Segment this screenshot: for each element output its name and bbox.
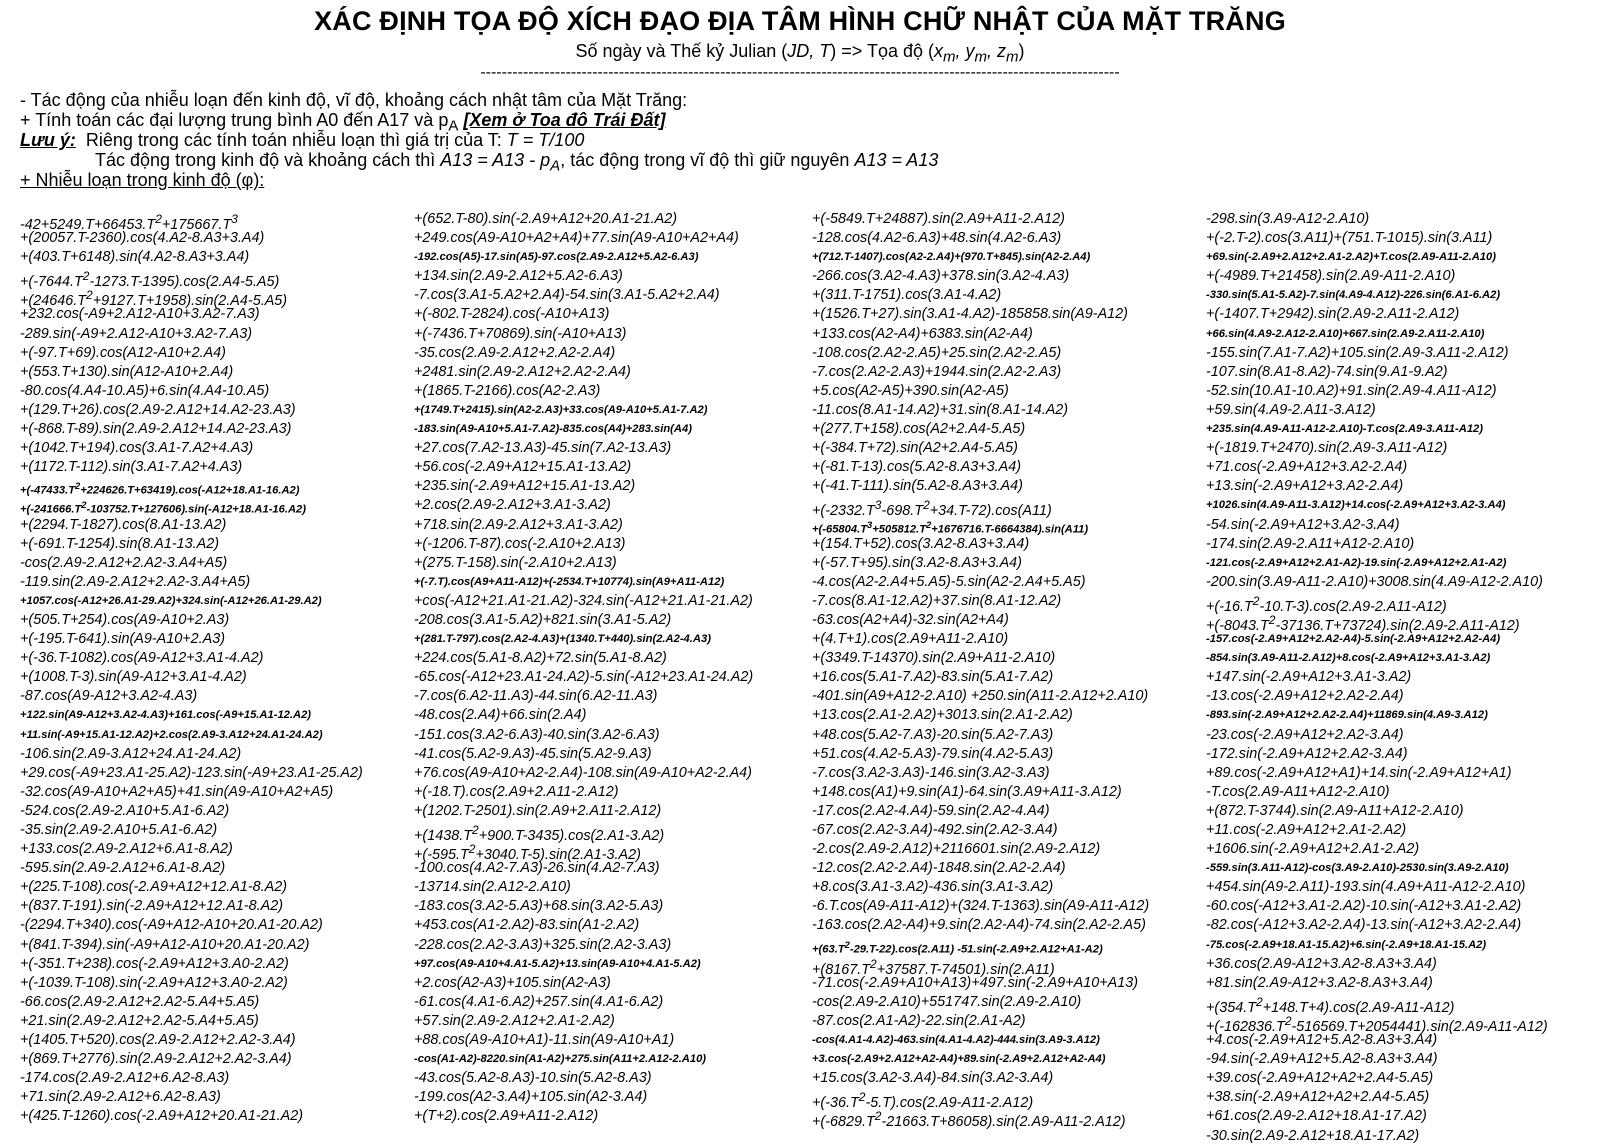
formula-term: -(2294.T+340).cos(-A9+A12-A10+20.A1-20.A2): [20, 917, 323, 934]
formula-term: +1606.sin(-2.A9+A12+2.A1-2.A2): [1206, 841, 1420, 858]
formula-term: +29.cos(-A9+23.A1-25.A2)-123.sin(-A9+23.A1-25.A2): [20, 764, 363, 781]
formula-term: $+(354.T^2+148.T+4).\cos(2.A9-A11-A12)$: [1206, 994, 1455, 1016]
formula-term: +61.cos(2.A9-2.A12+18.A1-17.A2): [1206, 1108, 1427, 1125]
formula-term: +38.sin(-2.A9+A12+A2+2.A4-5.A5): [1206, 1089, 1430, 1106]
formula-term: $+(-16.T^2-10.T-3).\cos(2.A9-2.A11-A12)$: [1206, 593, 1447, 615]
formula-term: +(1749.T+2415).sin(A2-2.A3)+33.cos(A9-A10+5.A1-7.A2): [414, 403, 708, 416]
formula-term: -155.sin(7.A1-7.A2)+105.sin(2.A9-3.A11-2.A12): [1206, 344, 1509, 361]
formula-term: $-42+5249.T+66453.T^2+175667.T^3$: [20, 212, 238, 233]
formula-term: +39.cos(-2.A9+A12+A2+2.A4-5.A5): [1206, 1070, 1434, 1087]
formula-term: +(3349.T-14370).sin(2.A9+A11-2.A10): [812, 650, 1056, 667]
formula-term: -893.sin(-2.A9+A12+2.A2-2.A4)+11869.sin(4.A9-3.A12): [1206, 709, 1488, 722]
formula-term: -108.cos(2.A2-2.A5)+25.sin(2.A2-2.A5): [812, 344, 1062, 361]
formula-term: -4.cos(A2-2.A4+5.A5)-5.sin(A2-2.A4+5.A5): [812, 573, 1086, 590]
formula-term: +(-2.T-2).cos(3.A11)+(751.T-1015).sin(3.A11): [1206, 230, 1493, 247]
formula-term: +(-1407.T+2942).sin(2.A9-2.A11-2.A12): [1206, 306, 1460, 323]
formula-term: +3.cos(-2.A9+2.A12+A2-A4)+89.sin(-2.A9+2.A12+A2-A4): [812, 1053, 1106, 1066]
formula-term: +57.sin(2.A9-2.A12+2.A1-2.A2): [414, 1012, 615, 1029]
formula-term: +235.sin(-2.A9+A12+15.A1-13.A2): [414, 478, 636, 495]
formula-term: -172.sin(-2.A9+A12+2.A2-3.A4): [1206, 745, 1408, 762]
formula-term: -192.cos(A5)-17.sin(A5)-97.cos(2.A9-2.A12+5.A2-6.A3): [414, 251, 699, 264]
formula-term: -7.cos(8.A1-12.A2)+37.sin(8.A1-12.A2): [812, 592, 1062, 609]
formula-term: +(652.T-80).sin(-2.A9+A12+20.A1-21.A2): [414, 211, 678, 227]
formula-term: +15.cos(3.A2-3.A4)-84.sin(3.A2-3.A4): [812, 1070, 1054, 1087]
formula-term: -151.cos(3.A2-6.A3)-40.sin(3.A2-6.A3): [414, 726, 660, 743]
formula-term: +(712.T-1407).cos(A2-2.A4)+(970.T+845).sin(A2-2.A4): [812, 251, 1091, 264]
formula-term: +81.sin(2.A9-A12+3.A2-8.A3+3.A4): [1206, 974, 1433, 991]
formula-term: -82.cos(-A12+3.A2-2.A4)-13.sin(-A12+3.A2-2.A4): [1206, 917, 1522, 934]
formula-term: +76.cos(A9-A10+A2-2.A4)-108.sin(A9-A10+A2-2.A4): [414, 764, 752, 781]
formula-term: -87.cos(2.A1-A2)-22.sin(2.A1-A2): [812, 1012, 1026, 1029]
formula-term: -7.cos(6.A2-11.A3)-44.sin(6.A2-11.A3): [414, 688, 658, 705]
formula-term: +(872.T-3744).sin(2.A9-A11+A12-2.A10): [1206, 802, 1464, 819]
formula-term: +(1172.T-112).sin(3.A1-7.A2+4.A3): [20, 459, 243, 476]
formula-term: +(1526.T+27).sin(3.A1-4.A2)-185858.sin(A9-A12): [812, 306, 1128, 323]
formula-term: $+(-8043.T^2-37136.T+73724).\sin(2.A9-2.A11-A12)$: [1206, 612, 1520, 634]
formula-term: -60.cos(-A12+3.A1-2.A2)-10.sin(-A12+3.A1-2.A2): [1206, 898, 1522, 915]
formula-term: +232.cos(-A9+2.A12-A10+3.A2-7.A3): [20, 306, 260, 323]
formula-term: +51.cos(4.A2-5.A3)-79.sin(4.A2-5.A3): [812, 745, 1054, 762]
formula-term: $+(8167.T^2+37587.T-74501).\sin(2.A11)$: [812, 956, 1055, 978]
formula-columns: [0, 210, 1600, 1144]
formula-term: +(275.T-158).sin(-2.A10+2.A13): [414, 554, 617, 571]
formula-column-4: [1206, 210, 1600, 1146]
formula-term: +21.sin(2.A9-2.A12+2.A2-5.A4+5.A5): [20, 1012, 259, 1029]
formula-term: +(-802.T-2824).cos(-A10+A13): [414, 306, 610, 323]
formula-term: $+(-6829.T^2-21663.T+86058).\sin(2.A9-A11-2.A12)$: [812, 1109, 1126, 1131]
formula-term: +(-384.T+72).sin(A2+2.A4-5.A5): [812, 440, 1018, 457]
formula-term: -48.cos(2.A4)+66.sin(2.A4): [414, 707, 587, 724]
formula-term: +(-691.T-1254).sin(8.A1-13.A2): [20, 535, 220, 552]
formula-term: -17.cos(2.A2-4.A4)-59.sin(2.A2-4.A4): [812, 802, 1050, 819]
intro-line-note-detail: Tác động trong kinh độ và khoảng cách thì $A13 = A13 - p_A$, tác động trong vĩ độ thì giữ nguyên A13 = A13: [20, 150, 939, 175]
formula-term: -13714.sin(2.A12-2.A10): [414, 879, 571, 896]
formula-term: -266.cos(3.A2-4.A3)+378.sin(3.A2-4.A3): [812, 268, 1070, 285]
formula-term: -T.cos(2.A9-A11+A12-2.A10): [1206, 783, 1390, 800]
formula-term: +88.cos(A9-A10+A1)-11.sin(A9-A10+A1): [414, 1032, 675, 1049]
formula-term: -67.cos(2.A2-3.A4)-492.sin(2.A2-3.A4): [812, 822, 1058, 838]
formula-term: +(-4989.T+21458).sin(2.A9-A11-2.A10): [1206, 268, 1456, 285]
intro-line-perturbation: - Tác động của nhiễu loạn đến kinh độ, vĩ độ, khoảng cách nhật tâm của Mặt Trăng:: [20, 90, 688, 110]
formula-term: -121.cos(-2.A9+A12+2.A1-A2)-19.sin(-2.A9+A12+2.A1-A2): [1206, 556, 1507, 569]
formula-term: +13.sin(-2.A9+A12+3.A2-2.A4): [1206, 478, 1404, 495]
formula-term: -54.sin(-2.A9+A12+3.A2-3.A4): [1206, 516, 1400, 533]
formula-term: +(553.T+130).sin(A12-A10+2.A4): [20, 363, 234, 380]
formula-term: -183.sin(A9-A10+5.A1-7.A2)-835.cos(A4)+283.sin(A4): [414, 423, 692, 436]
formula-term: -163.cos(2.A2-A4)+9.sin(2.A2-A4)-74.sin(2.A2-2.A5): [812, 917, 1146, 934]
formula-term: -23.cos(-2.A9+A12+2.A2-3.A4): [1206, 726, 1404, 743]
formula-term: +133.cos(A2-A4)+6383.sin(A2-A4): [812, 325, 1033, 342]
formula-term: -2.cos(2.A9-2.A12)+2116601.sin(2.A9-2.A12): [812, 841, 1101, 858]
formula-term: -289.sin(-A9+2.A12-A10+3.A2-7.A3): [20, 325, 252, 342]
formula-term: +(1008.T-3).sin(A9-A12+3.A1-4.A2): [20, 669, 247, 686]
formula-term: -75.cos(-2.A9+18.A1-15.A2)+6.sin(-2.A9+18.A1-15.A2): [1206, 938, 1487, 951]
formula-term: -595.sin(2.A9-2.A12+6.A1-8.A2): [20, 860, 226, 877]
formula-term: +(1865.T-2166).cos(A2-2.A3): [414, 382, 601, 399]
formula-term: +16.cos(5.A1-7.A2)-83.sin(5.A1-7.A2): [812, 669, 1054, 686]
formula-term: -228.cos(2.A2-3.A3)+325.sin(2.A2-3.A3): [414, 936, 672, 953]
formula-term: -208.cos(3.A1-5.A2)+821.sin(3.A1-5.A2): [414, 611, 672, 628]
formula-term: +(-1819.T+2470).sin(2.A9-3.A11-A12): [1206, 440, 1448, 457]
formula-term: -106.sin(2.A9-3.A12+24.A1-24.A2): [20, 745, 242, 762]
formula-term: -119.sin(2.A9-2.A12+2.A2-3.A4+A5): [20, 573, 251, 590]
formula-term: +(2294.T-1827).cos(8.A1-13.A2): [20, 516, 227, 533]
formula-term: +(-868.T-89).sin(2.A9-2.A12+14.A2-23.A3): [20, 421, 292, 438]
formula-term: -128.cos(4.A2-6.A3)+48.sin(4.A2-6.A3): [812, 230, 1062, 247]
formula-term: -200.sin(3.A9-A11-2.A10)+3008.sin(4.A9-A12-2.A10): [1206, 573, 1543, 590]
formula-term: +1057.cos(-A12+26.A1-29.A2)+324.sin(-A12+26.A1-29.A2): [20, 594, 322, 607]
formula-term: -7.cos(3.A2-3.A3)-146.sin(3.A2-3.A3): [812, 764, 1050, 781]
formula-term: +(277.T+158).cos(A2+2.A4-5.A5): [812, 421, 1026, 438]
formula-term: +27.cos(7.A2-13.A3)-45.sin(7.A2-13.A3): [414, 440, 672, 457]
formula-term: -61.cos(4.A1-6.A2)+257.sin(4.A1-6.A2): [414, 993, 664, 1010]
formula-term: +(1042.T+194).cos(3.A1-7.A2+4.A3): [20, 440, 254, 457]
formula-term: +8.cos(3.A1-3.A2)-436.sin(3.A1-3.A2): [812, 879, 1054, 896]
formula-term: $+(-241666.T^2-103752.T+127606).\sin(-A12+18.A1-16.A2)$: [20, 500, 306, 517]
formula-term: -100.cos(4.A2-7.A3)-26.sin(4.A2-7.A3): [414, 860, 660, 877]
formula-term: +(-97.T+69).cos(A12-A10+2.A4): [20, 344, 226, 361]
formula-term: +(-1039.T-108).sin(-2.A9+A12+3.A0-2.A2): [20, 974, 288, 991]
formula-term: +36.cos(2.A9-A12+3.A2-8.A3+3.A4): [1206, 955, 1437, 972]
formula-term: +97.cos(A9-A10+4.A1-5.A2)+13.sin(A9-A10+4.A1-5.A2): [414, 957, 701, 970]
formula-term: -183.cos(3.A2-5.A3)+68.sin(3.A2-5.A3): [414, 898, 664, 915]
formula-term: +235.sin(4.A9-A11-A12-2.A10)-T.cos(2.A9-3.A11-A12): [1206, 423, 1483, 436]
formula-term: -cos(2.A9-2.A12+2.A2-3.A4+A5): [20, 554, 228, 571]
formula-term: -330.sin(5.A1-5.A2)-7.sin(4.A9-4.A12)-226.sin(6.A1-6.A2): [1206, 289, 1501, 302]
formula-term: -157.cos(-2.A9+A12+2.A2-A4)-5.sin(-2.A9+A12+2.A2-A4): [1206, 633, 1501, 646]
formula-term: $+(63.T^2-29.T-22).\cos(2.A11)$ -51.sin(-2.A9+2.A12+A1-A2): [812, 939, 1103, 956]
formula-term: $+(-36.T^2-5.T).\cos(2.A9-A11-2.A12)$: [812, 1090, 1034, 1112]
formula-term: -401.sin(A9+A12-2.A10) +250.sin(A11-2.A12+2.A10): [812, 688, 1149, 705]
formula-term: +(20057.T-2360).cos(4.A2-8.A3+3.A4): [20, 230, 265, 247]
formula-term: $+(-2332.T^3-698.T^2+34.T-72).\cos(A11)$: [812, 498, 1052, 520]
formula-term: +56.cos(-2.A9+A12+15.A1-13.A2): [414, 459, 632, 476]
formula-term: $+(-595.T^2+3040.T-5).\sin(2.A1-3.A2)$: [414, 842, 641, 863]
formula-term: $+(1438.T^2+900.T-3435).\cos(2.A1-3.A2)$: [414, 823, 665, 844]
formula-term: +122.sin(A9-A12+3.A2-4.A3)+161.cos(-A9+15.A1-12.A2): [20, 709, 312, 722]
formula-term: +133.cos(2.A9-2.A12+6.A1-8.A2): [20, 841, 233, 858]
formula-term: -6.T.cos(A9-A11-A12)+(324.T-1363).sin(A9-A11-A12): [812, 898, 1150, 915]
formula-term: $+(-65804.T^3+505812.T^2+1676716.T-6664384).\sin(A11)$: [812, 519, 1089, 536]
formula-term: -52.sin(10.A1-10.A2)+91.sin(2.A9-4.A11-A12): [1206, 382, 1497, 399]
formula-term: +454.sin(A9-2.A11)-193.sin(4.A9+A11-A12-2.A10): [1206, 879, 1526, 896]
formula-term: -43.cos(5.A2-8.A3)-10.sin(5.A2-8.A3): [414, 1070, 652, 1087]
formula-term: +(-57.T+95).sin(3.A2-8.A3+3.A4): [812, 554, 1022, 571]
formula-column-3: [812, 210, 1202, 1131]
formula-term: +(841.T-394).sin(-A9+A12-A10+20.A1-20.A2): [20, 936, 310, 953]
formula-term: +(281.T-797).cos(2.A2-4.A3)+(1340.T+440).sin(2.A2-4.A3): [414, 633, 711, 646]
formula-column-1: [20, 210, 405, 1127]
formula-term: +5.cos(A2-A5)+390.sin(A2-A5): [812, 382, 1009, 399]
formula-term: +(-351.T+238).cos(-2.A9+A12+3.A0-2.A2): [20, 955, 289, 972]
formula-term: +148.cos(A1)+9.sin(A1)-64.sin(3.A9+A11-3.A12): [812, 783, 1122, 800]
formula-term: -35.sin(2.A9-2.A10+5.A1-6.A2): [20, 822, 218, 838]
formula-term: +(-7.T).cos(A9+A11-A12)+(-2534.T+10774).sin(A9+A11-A12): [414, 575, 725, 588]
formula-term: +cos(-A12+21.A1-21.A2)-324.sin(-A12+21.A1-21.A2): [414, 592, 753, 609]
formula-column-2: [414, 210, 814, 1127]
formula-term: -35.cos(2.A9-2.A12+2.A2-2.A4): [414, 344, 616, 361]
formula-term: +66.sin(4.A9-2.A12-2.A10)+667.sin(2.A9-2.A11-2.A10): [1206, 327, 1485, 340]
intro-line-note: Lưu ý: Riêng trong các tính toán nhiễu loạn thì giá trị của T: T = T/100: [20, 130, 585, 150]
formula-term: +(869.T+2776).sin(2.A9-2.A12+2.A2-3.A4): [20, 1051, 292, 1068]
formula-term: $+(-47433.T^2+224626.T+63419).\cos(-A12+18.A1-16.A2)$: [20, 481, 300, 498]
page-subtitle: Số ngày và Thế kỷ Julian (JD, T) => Tọa độ ($x_m$, $y_m$, $z_m$): [575, 41, 1025, 66]
formula-term: +(1405.T+520).cos(2.A9-2.A12+2.A2-3.A4): [20, 1032, 296, 1049]
intro-line-mean-quantities: + Tính toán các đại lượng trung bình A0 đến A17 và $p_A$ [Xem ở Toa đô Trái Đất]: [20, 110, 666, 135]
formula-term: +4.cos(-2.A9+A12+5.A2-8.A3+3.A4): [1206, 1032, 1438, 1049]
intro-section: [20, 90, 1580, 190]
formula-term: -13.cos(-2.A9+A12+2.A2-2.A4): [1206, 688, 1404, 705]
formula-term: +11.sin(-A9+15.A1-12.A2)+2.cos(2.A9-3.A12+24.A1-24.A2): [20, 728, 323, 741]
formula-term: +1026.sin(4.A9-A11-3.A12)+14.cos(-2.A9+A12+3.A2-3.A4): [1206, 499, 1506, 512]
formula-term: -71.cos(-2.A9+A10+A13)+497.sin(-2.A9+A10+A13): [812, 974, 1138, 991]
formula-term: +(154.T+52).cos(3.A2-8.A3+3.A4): [812, 535, 1030, 552]
formula-term: +(225.T-108).cos(-2.A9+A12+12.A1-8.A2): [20, 879, 288, 896]
formula-term: +134.sin(2.A9-2.A12+5.A2-6.A3): [414, 268, 623, 285]
formula-term: +(837.T-191).sin(-2.A9+A12+12.A1-8.A2): [20, 898, 284, 915]
formula-term: +69.sin(-2.A9+2.A12+2.A1-2.A2)+T.cos(2.A9-A11-2.A10): [1206, 251, 1496, 264]
formula-term: +48.cos(5.A2-7.A3)-20.sin(5.A2-7.A3): [812, 726, 1054, 743]
formula-term: +(1202.T-2501).sin(2.A9+2.A11-2.A12): [414, 802, 662, 819]
formula-term: -63.cos(A2+A4)-32.sin(A2+A4): [812, 611, 1009, 628]
formula-term: -41.cos(5.A2-9.A3)-45.sin(5.A2-9.A3): [414, 745, 652, 762]
formula-term: +2.cos(A2-A3)+105.sin(A2-A3): [414, 974, 611, 991]
formula-term: -174.cos(2.A9-2.A12+6.A2-8.A3): [20, 1070, 230, 1087]
formula-term: -524.cos(2.A9-2.A10+5.A1-6.A2): [20, 802, 230, 819]
formula-term: +(4.T+1).cos(2.A9+A11-2.A10): [812, 631, 1009, 648]
formula-term: +(T+2).cos(2.A9+A11-2.A12): [414, 1108, 599, 1125]
formula-term: +13.cos(2.A1-2.A2)+3013.sin(2.A1-2.A2): [812, 707, 1073, 724]
formula-term: -559.sin(3.A11-A12)-cos(3.A9-2.A10)-2530.sin(3.A9-2.A10): [1206, 862, 1509, 875]
formula-term: -cos(2.A9-2.A10)+551747.sin(2.A9-2.A10): [812, 993, 1082, 1010]
divider: ------------------------------------------------------------------------------------------------------------------------: [480, 64, 1120, 81]
formula-term: +249.cos(A9-A10+A2+A4)+77.sin(A9-A10+A2+A4): [414, 230, 739, 247]
formula-term: -87.cos(A9-A12+3.A2-4.A3): [20, 688, 198, 705]
formula-term: -854.sin(3.A9-A11-2.A12)+8.cos(-2.A9+A12+3.A1-3.A2): [1206, 652, 1491, 665]
formula-term: +(-36.T-1082).cos(A9-A12+3.A1-4.A2): [20, 650, 264, 667]
formula-term: +71.cos(-2.A9+A12+3.A2-2.A4): [1206, 459, 1408, 476]
formula-term: +147.sin(-2.A9+A12+3.A1-3.A2): [1206, 669, 1412, 686]
formula-term: +(403.T+6148).sin(4.A2-8.A3+3.A4): [20, 249, 250, 266]
formula-term: -199.cos(A2-3.A4)+105.sin(A2-3.A4): [414, 1089, 648, 1106]
formula-term: $+(-162836.T^2-516569.T+2054441).\sin(2.A9-A11-A12)$: [1206, 1013, 1548, 1035]
formula-term: -174.sin(2.A9-2.A11+A12-2.A10): [1206, 535, 1415, 552]
formula-term: +(311.T-1751).cos(3.A1-4.A2): [812, 287, 1002, 304]
formula-term: +89.cos(-2.A9+A12+A1)+14.sin(-2.A9+A12+A1): [1206, 764, 1512, 781]
formula-term: -7.cos(2.A2-2.A3)+1944.sin(2.A2-2.A3): [812, 363, 1062, 380]
formula-term: $+(24646.T^2+9127.T+1958).\sin(2.A4-5.A5)$: [20, 288, 288, 310]
formula-term: +71.sin(2.A9-2.A12+6.A2-8.A3): [20, 1089, 221, 1106]
formula-term: +2.cos(2.A9-2.A12+3.A1-3.A2): [414, 497, 611, 514]
formula-term: $+(-7644.T^2-1273.T-1395).\cos(2.A4-5.A5)$: [20, 269, 280, 291]
formula-term: +453.cos(A1-2.A2)-83.sin(A1-2.A2): [414, 917, 640, 934]
formula-term: -11.cos(8.A1-14.A2)+31.sin(8.A1-14.A2): [812, 401, 1069, 418]
formula-term: +11.cos(-2.A9+A12+2.A1-2.A2): [1206, 822, 1407, 838]
formula-term: +2481.sin(2.A9-2.A12+2.A2-2.A4): [414, 363, 631, 380]
formula-term: -107.sin(8.A1-8.A2)-74.sin(9.A1-9.A2): [1206, 363, 1448, 380]
formula-term: -94.sin(-2.A9+A12+5.A2-8.A3+3.A4): [1206, 1051, 1438, 1068]
formula-term: +(-18.T).cos(2.A9+2.A11-2.A12): [414, 783, 619, 800]
formula-term: +(505.T+254).cos(A9-A10+2.A3): [20, 611, 230, 628]
formula-term: -32.cos(A9-A10+A2+A5)+41.sin(A9-A10+A2+A5): [20, 783, 334, 800]
formula-term: -298.sin(3.A9-A12-2.A10): [1206, 211, 1370, 227]
page-title: XÁC ĐỊNH TỌA ĐỘ XÍCH ĐẠO ĐỊA TÂM HÌNH CHỮ NHẬT CỦA MẶT TRĂNG: [314, 6, 1286, 36]
formula-term: +(-81.T-13).cos(5.A2-8.A3+3.A4): [812, 459, 1022, 476]
formula-term: +(-195.T-641).sin(A9-A10+2.A3): [20, 631, 226, 648]
formula-term: +(-1206.T-87).cos(-2.A10+2.A13): [414, 535, 626, 552]
section-heading-longitude: + Nhiễu loạn trong kinh độ (φ):: [20, 170, 265, 190]
formula-term: +(-41.T-111).sin(5.A2-8.A3+3.A4): [812, 478, 1023, 495]
formula-term: -66.cos(2.A9-2.A12+2.A2-5.A4+5.A5): [20, 993, 260, 1010]
formula-term: +(-7436.T+70869).sin(-A10+A13): [414, 325, 627, 342]
formula-term: -cos(4.A1-4.A2)-463.sin(4.A1-4.A2)-444.sin(3.A9-3.A12): [812, 1034, 1100, 1047]
formula-term: +(129.T+26).cos(2.A9-2.A12+14.A2-23.A3): [20, 401, 296, 418]
formula-term: +224.cos(5.A1-8.A2)+72.sin(5.A1-8.A2): [414, 650, 667, 667]
formula-term: -65.cos(-A12+23.A1-24.A2)-5.sin(-A12+23.A1-24.A2): [414, 669, 754, 686]
formula-term: +718.sin(2.A9-2.A12+3.A1-3.A2): [414, 516, 623, 533]
formula-term: -7.cos(3.A1-5.A2+2.A4)-54.sin(3.A1-5.A2+2.A4): [414, 287, 720, 304]
formula-term: -30.sin(2.A9-2.A12+18.A1-17.A2): [1206, 1127, 1420, 1144]
formula-term: +59.sin(4.A9-2.A11-3.A12): [1206, 401, 1376, 418]
formula-term: +(-5849.T+24887).sin(2.A9+A11-2.A12): [812, 211, 1065, 227]
formula-term: -cos(A1-A2)-8220.sin(A1-A2)+275.sin(A11+2.A12-2.A10): [414, 1053, 707, 1066]
formula-term: -80.cos(4.A4-10.A5)+6.sin(4.A4-10.A5): [20, 382, 270, 399]
formula-term: -12.cos(2.A2-2.A4)-1848.sin(2.A2-2.A4): [812, 860, 1066, 877]
formula-term: +(425.T-1260).cos(-2.A9+A12+20.A1-21.A2): [20, 1108, 304, 1125]
